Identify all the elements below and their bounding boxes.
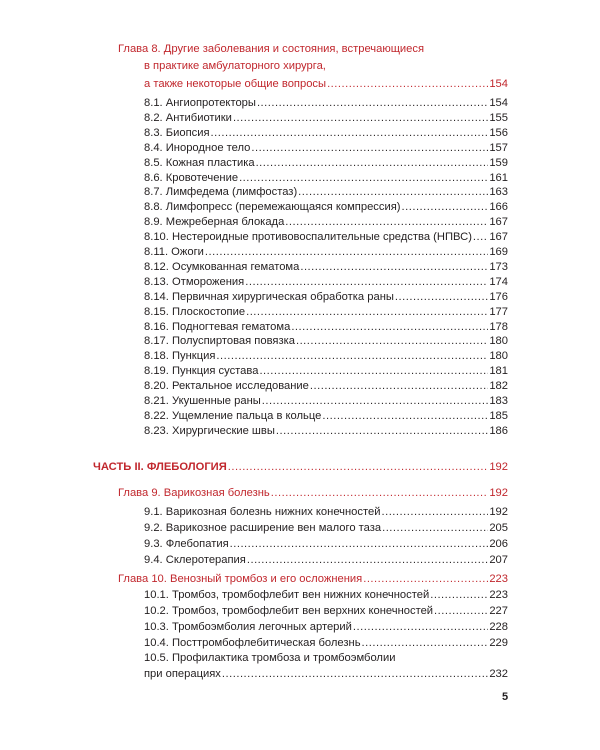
toc-entry-part2[interactable] — [93, 460, 508, 474]
toc-entry-page: 173 — [489, 260, 508, 273]
dot-leader — [222, 667, 488, 681]
toc-entry[interactable] — [144, 636, 508, 650]
chapter10-last-item-line1: 10.5. Профилактика тромбоза и тромбоэмболии — [144, 652, 396, 664]
toc-entry-label: 10.1. Тромбоз, тромбофлебит вен нижних конечностей — [144, 589, 430, 601]
dot-leader — [363, 572, 488, 586]
dot-leader — [291, 320, 488, 334]
toc-entry-page: 167 — [489, 216, 508, 229]
toc-entry-page: 169 — [489, 246, 508, 258]
toc-entry[interactable] — [144, 185, 508, 199]
toc-entry-page: 174 — [489, 275, 508, 288]
dot-leader — [230, 537, 489, 551]
toc-entry[interactable] — [144, 379, 508, 393]
toc-entry-label: 8.4. Инородное тело — [144, 141, 251, 154]
page-number: 5 — [502, 691, 509, 703]
toc-entry[interactable] — [144, 111, 508, 125]
toc-entry[interactable] — [144, 521, 508, 535]
toc-entry-page: 185 — [489, 409, 508, 422]
toc-entry[interactable] — [144, 230, 508, 244]
toc-entry[interactable] — [144, 215, 508, 229]
dot-leader — [259, 364, 488, 378]
dot-leader — [327, 77, 488, 91]
toc-entry-label: 8.12. Осумкованная гематома — [144, 260, 300, 273]
dot-leader — [473, 230, 488, 244]
chapter9-title: Глава 9. Варикозная болезнь — [118, 487, 270, 499]
toc-entry[interactable] — [144, 553, 508, 567]
dot-leader — [271, 486, 489, 500]
toc-entry-page: 157 — [489, 141, 508, 154]
dot-leader — [233, 111, 488, 125]
chapter8-page: 154 — [489, 78, 508, 90]
dot-leader — [381, 505, 488, 519]
toc-entry-page: 207 — [489, 554, 508, 566]
dot-leader — [246, 305, 488, 319]
toc-entry-page: 182 — [489, 380, 508, 393]
dot-leader — [251, 141, 488, 155]
toc-entry-page: 229 — [489, 637, 508, 649]
toc-entry-chapter8[interactable] — [144, 77, 508, 91]
dot-leader — [247, 553, 488, 567]
toc-entry[interactable] — [144, 245, 508, 259]
toc-entry-label: 8.17. Полуспиртовая повязка — [144, 335, 295, 348]
toc-entry-label: 10.4. Посттромбофлебитическая болезнь — [144, 637, 361, 649]
chapter10-page: 223 — [489, 573, 508, 585]
dot-leader — [276, 424, 488, 438]
toc-entry-label: 8.22. Ущемление пальца в кольце — [144, 409, 322, 422]
toc-entry-10-5[interactable] — [144, 667, 508, 681]
toc-entry[interactable] — [144, 141, 508, 155]
toc-entry-page: 186 — [489, 424, 508, 437]
toc-entry-label: 8.21. Укушенные раны — [144, 395, 261, 407]
dot-leader — [296, 334, 488, 348]
toc-entry-page: 228 — [489, 621, 508, 633]
toc-entry-page: 178 — [489, 320, 508, 333]
toc-entry-label: 8.10. Нестероидные противовоспалительные средства (НПВС) — [144, 231, 472, 244]
toc-entry-page: 206 — [489, 538, 508, 550]
toc-entry-chapter9[interactable] — [118, 486, 508, 500]
toc-entry-page: 154 — [489, 97, 508, 109]
dot-leader — [362, 636, 489, 650]
toc-entry-label: 8.20. Ректальное исследование — [144, 380, 309, 393]
toc-entry-label: 8.9. Межреберная блокада — [144, 216, 285, 229]
toc-entry-page: 163 — [489, 186, 508, 199]
toc-entry-label: 8.11. Ожоги — [144, 246, 204, 258]
toc-entry[interactable] — [144, 320, 508, 334]
toc-entry-page: 167 — [489, 231, 508, 244]
toc-entry-label: 10.2. Тромбоз, тромбофлебит вен верхних конечностей — [144, 605, 434, 617]
dot-leader — [211, 126, 489, 140]
dot-leader — [262, 394, 489, 408]
toc-entry[interactable] — [144, 260, 508, 274]
dot-leader — [382, 521, 488, 535]
toc-entry-page: 227 — [489, 605, 508, 617]
toc-entry-label: 8.5. Кожная пластика — [144, 156, 255, 169]
toc-entry-label: 9.1. Варикозная болезнь нижних конечностей — [144, 506, 381, 518]
toc-entry-label: 8.6. Кровотечение — [144, 171, 239, 184]
toc-entry-page: 161 — [489, 171, 508, 184]
dot-leader — [285, 215, 488, 229]
chapter10-title: Глава 10. Венозный тромбоз и его осложнения — [118, 573, 363, 585]
toc-entry[interactable] — [144, 409, 508, 423]
dot-leader — [256, 156, 489, 170]
toc-entry[interactable] — [144, 604, 508, 618]
toc-entry-page: 166 — [489, 201, 508, 214]
dot-leader — [298, 185, 488, 199]
toc-entry[interactable] — [144, 200, 508, 214]
toc-entry-page: 156 — [489, 126, 508, 139]
dot-leader — [430, 588, 488, 602]
toc-entry-chapter10[interactable] — [118, 572, 508, 586]
toc-entry-label: 8.23. Хирургические швы — [144, 424, 275, 437]
toc-entry-page: 181 — [489, 365, 508, 378]
chapter8-title-line2: в практике амбулаторного хирурга, — [144, 60, 326, 72]
dot-leader — [402, 200, 489, 214]
dot-leader — [434, 604, 488, 618]
toc-entry-label: 9.3. Флебопатия — [144, 538, 229, 550]
toc-entry-page: 223 — [489, 589, 508, 601]
toc-entry-page: 159 — [489, 156, 508, 169]
dot-leader — [245, 275, 488, 289]
part2-title: ЧАСТЬ II. ФЛЕБОЛОГИЯ — [93, 461, 227, 473]
dot-leader — [300, 260, 488, 274]
toc-entry[interactable] — [144, 349, 508, 363]
toc-entry-page: 180 — [489, 350, 508, 363]
part2-page: 192 — [489, 461, 508, 473]
toc-entry-page: 176 — [489, 290, 508, 303]
dot-leader — [353, 620, 488, 634]
toc-entry[interactable] — [144, 275, 508, 289]
dot-leader — [228, 460, 489, 474]
toc-entry-label: 8.3. Биопсия — [144, 126, 210, 139]
chapter10-last-item-line2: при операциях — [144, 668, 221, 680]
toc-entry-label: 8.1. Ангиопротекторы — [144, 97, 256, 109]
toc-entry-label: 8.19. Пункция сустава — [144, 365, 259, 378]
dot-leader — [257, 96, 488, 110]
toc-entry-page: 205 — [489, 522, 508, 534]
toc-entry-label: 8.7. Лимфедема (лимфостаз) — [144, 186, 298, 199]
chapter8-title-line3: а также некоторые общие вопросы — [144, 78, 327, 90]
toc-entry[interactable] — [144, 305, 508, 319]
toc-entry-label: 8.14. Первичная хирургическая обработка раны — [144, 290, 394, 303]
toc-entry-label: 10.3. Тромбоэмболия легочных артерий — [144, 621, 352, 633]
toc-entry[interactable] — [144, 424, 508, 438]
toc-entry[interactable] — [144, 96, 508, 110]
dot-leader — [310, 379, 488, 393]
toc-entry-page: 155 — [489, 111, 508, 124]
chapter9-page: 192 — [489, 487, 508, 499]
toc-entry-label: 8.2. Антибиотики — [144, 111, 232, 124]
toc-entry[interactable] — [144, 505, 508, 519]
dot-leader — [322, 409, 488, 423]
toc-entry-page: 183 — [489, 395, 508, 407]
toc-entry-label: 8.18. Пункция — [144, 350, 216, 363]
toc-entry-page: 180 — [489, 335, 508, 348]
toc-entry[interactable] — [144, 537, 508, 551]
toc-entry[interactable] — [144, 394, 508, 408]
toc-entry-page: 192 — [489, 506, 508, 518]
toc-entry[interactable] — [144, 620, 508, 634]
toc-entry[interactable] — [144, 588, 508, 602]
dot-leader — [395, 290, 488, 304]
toc-entry-label: 8.8. Лимфопресс (перемежающаяся компрессия) — [144, 201, 401, 214]
dot-leader — [216, 349, 488, 363]
toc-entry-label: 8.13. Отморожения — [144, 275, 245, 288]
toc-entry-label: 8.15. Плоскостопие — [144, 305, 246, 318]
chapter8-title-line1: Глава 8. Другие заболевания и состояния, встречающиеся — [118, 43, 425, 55]
toc-entry-label: 8.16. Подногтевая гематома — [144, 320, 291, 333]
chapter10-last-item-page: 232 — [489, 668, 508, 680]
toc-entry[interactable] — [144, 290, 508, 304]
toc-entry-page: 177 — [489, 305, 508, 318]
toc-entry[interactable] — [144, 364, 508, 378]
toc-entry[interactable] — [144, 171, 508, 185]
dot-leader — [205, 245, 488, 259]
toc-entry[interactable] — [144, 126, 508, 140]
toc-entry-label: 9.2. Варикозное расширение вен малого таза — [144, 522, 382, 534]
toc-entry-label: 9.4. Склеротерапия — [144, 554, 246, 566]
toc-entry[interactable] — [144, 334, 508, 348]
dot-leader — [239, 171, 488, 185]
toc-entry[interactable] — [144, 156, 508, 170]
